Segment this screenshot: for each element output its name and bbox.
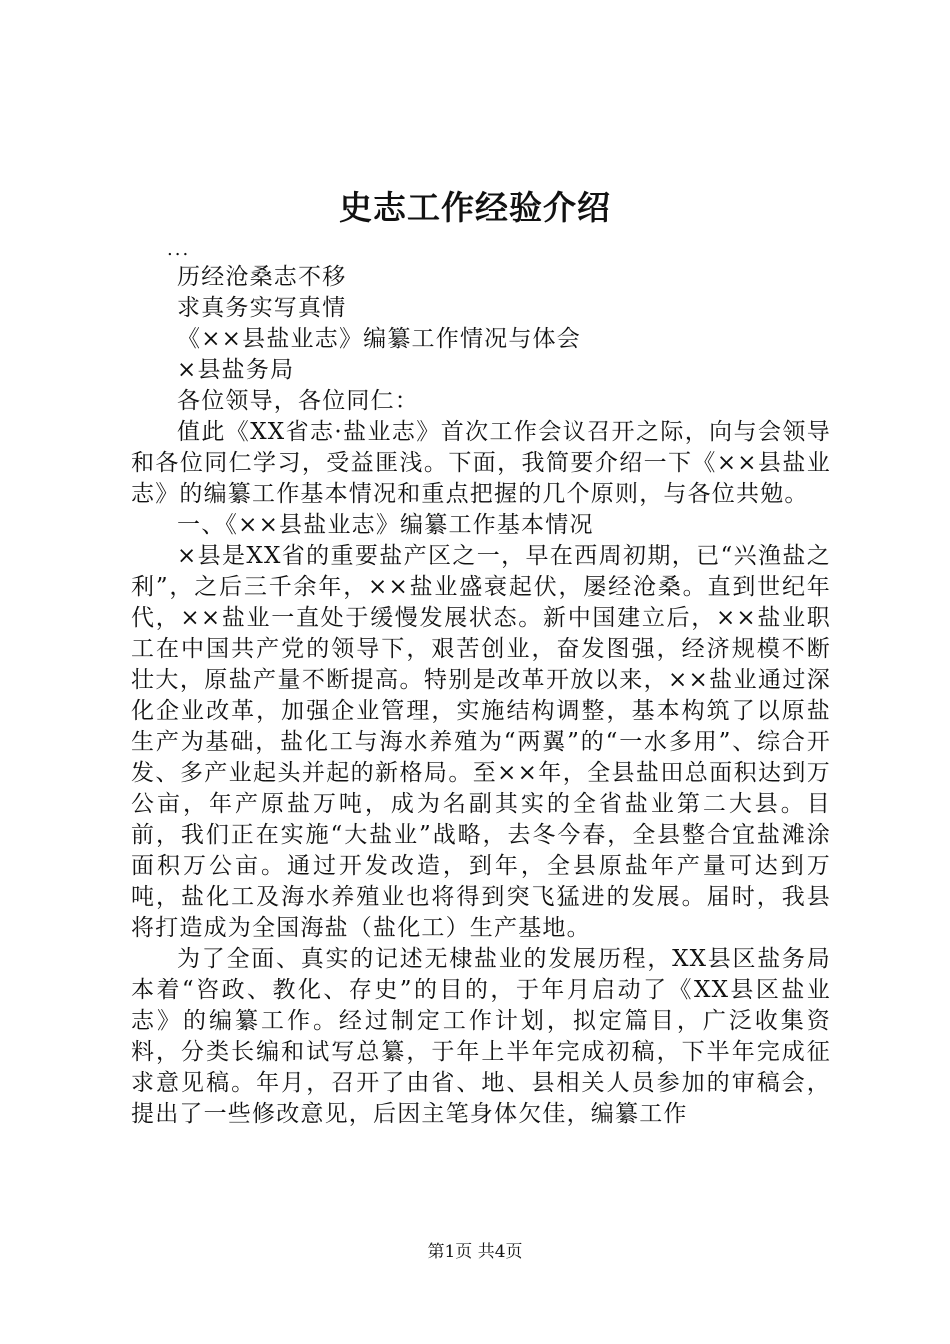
paragraph-compilation: 为了全面、真实的记述无棣盐业的发展历程，XX县区盐务局本着“咨政、教化、存史”的目的，于年月启动了《XX县区盐业志》的编纂工作。经过制定工作计划，拟定篇目，广泛收集资料，分类长编和试写总纂，于年上半年完成初稿，下半年完成征求意见稿。年月，召开了由省、地、县相关人员参加的审稿会，提出了一些修改意见，后因主笔身体欠佳，编纂工作: [131, 946, 831, 1127]
report-heading: 《××县盐业志》编纂工作情况与体会: [177, 326, 581, 352]
page-footer: 第1页 共4页: [427, 1242, 523, 1262]
subtitle-line-1: 历经沧桑志不移: [177, 264, 347, 290]
ellipsis-line: ...: [167, 239, 191, 260]
section-heading-1: 一、《××县盐业志》编纂工作基本情况: [177, 512, 594, 538]
author-line: ×县盐务局: [177, 357, 295, 383]
paragraph-intro: 值此《XX省志·盐业志》首次工作会议召开之际，向与会领导和各位同仁学习，受益匪浅。下面，我简要介绍一下《××县盐业志》的编纂工作基本情况和重点把握的几个原则，与各位共勉。: [131, 419, 831, 507]
document-body: [131, 238, 831, 1130]
salutation: 各位领导，各位同仁：: [177, 388, 419, 414]
document-title: 史志工作经验介绍: [339, 188, 611, 227]
paragraph-county-background: ×县是XX省的重要盐产区之一，早在西周初期，已“兴渔盐之利”，之后三千余年，××盐业盛衰起伏，屡经沧桑。直到世纪年代，××盐业一直处于缓慢发展状态。新中国建立后，××盐业职工在中国共产党的领导下，艰苦创业，奋发图强，经济规模不断壮大，原盐产量不断提高。特别是改革开放以来，××盐业通过深化企业改革，加强企业管理，实施结构调整，基本构筑了以原盐生产为基础，盐化工与海水养殖为“两翼”的“一水多用”、综合开发、多产业起头并起的新格局。至××年，全县盐田总面积达到万公亩，年产原盐万吨，成为名副其实的全省盐业第二大县。目前，我们正在实施“大盐业”战略，去冬今春，全县整合宜盐滩涂面积万公亩。通过开发改造，到年，全县原盐年产量可达到万吨，盐化工及海水养殖业也将得到突飞猛进的发展。届时，我县将打造成为全国海盐（盐化工）生产基地。: [131, 543, 831, 941]
subtitle-line-2: 求真务实写真情: [177, 295, 347, 321]
